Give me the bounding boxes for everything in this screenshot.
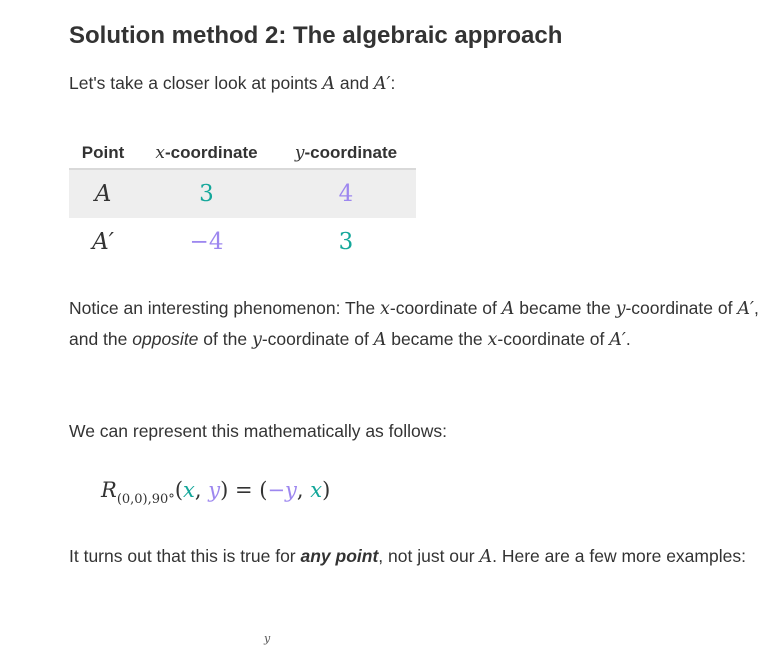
any-point-text: It turns out that this is true for — [69, 546, 301, 566]
coordinates-table — [69, 137, 416, 266]
point-a: A — [322, 74, 335, 94]
header-suffix: -coordinate — [304, 142, 398, 162]
notice-text: became the — [386, 329, 488, 349]
header-suffix: -coordinate — [165, 142, 258, 162]
represent-paragraph: We can represent this mathematically as follows: — [69, 421, 448, 441]
point-a-prime: A′ — [373, 74, 391, 94]
notice-text: . — [625, 329, 631, 349]
emphasis-any-point: any point — [300, 546, 379, 566]
point-a-prime: A′ — [737, 299, 754, 319]
cell-y: 3 — [338, 229, 354, 255]
notice-text: of the — [198, 329, 252, 349]
graph-y-axis-label: y — [264, 632, 271, 645]
formula-x: x — [310, 478, 323, 502]
y-variable: y — [615, 299, 626, 319]
table-row — [69, 218, 416, 266]
notice-text: became the — [514, 298, 616, 318]
paren: ) — [322, 478, 331, 502]
intro-text: and — [334, 73, 374, 93]
x-variable: x — [155, 142, 166, 163]
rotation-subscript: (0,0),90° — [116, 492, 175, 507]
any-point-text: , not just our — [378, 546, 480, 566]
cell-point: A — [69, 169, 137, 218]
header-y-coordinate — [276, 137, 416, 169]
comma: , — [296, 478, 311, 502]
emphasis-opposite: opposite — [132, 329, 199, 349]
cell-x: 3 — [137, 169, 276, 218]
point-a-prime: A′ — [609, 330, 626, 350]
formula-neg-y: −y — [267, 478, 297, 502]
paren: ( — [174, 478, 184, 502]
comma: , — [194, 478, 209, 502]
intro-paragraph — [69, 68, 395, 99]
notice-paragraph — [69, 293, 759, 355]
point-a: A — [373, 330, 387, 350]
formula-x: x — [183, 478, 195, 502]
intro-text: : — [390, 73, 396, 93]
rotation-formula — [101, 478, 331, 507]
point-a: A — [479, 547, 493, 567]
rotation-symbol: R — [101, 478, 117, 502]
y-variable: y — [294, 142, 305, 163]
notice-text: Notice an interesting phenomenon: The — [69, 298, 380, 318]
header-point: Point — [69, 137, 137, 169]
section-heading: Solution method 2: The algebraic approach — [69, 22, 563, 49]
notice-text: -coordinate of — [261, 329, 374, 349]
cell-x: −4 — [189, 229, 224, 255]
table-header-row — [69, 137, 416, 169]
equals: ) = ( — [220, 478, 268, 502]
any-point-paragraph — [69, 541, 759, 572]
x-variable: x — [487, 330, 498, 350]
any-point-text: . Here are a few more examples: — [492, 546, 746, 566]
notice-text: , and the — [69, 298, 759, 349]
notice-text: -coordinate of — [389, 298, 502, 318]
point-a: A — [501, 299, 515, 319]
notice-text: -coordinate of — [625, 298, 738, 318]
intro-text: Let's take a closer look at points — [69, 73, 323, 93]
table-row — [69, 169, 416, 218]
cell-y: 4 — [276, 169, 416, 218]
y-variable: y — [251, 330, 262, 350]
x-variable: x — [380, 299, 390, 319]
notice-text: -coordinate of — [497, 329, 610, 349]
cell-point: A′ — [92, 229, 114, 255]
formula-y: y — [208, 478, 221, 502]
header-x-coordinate — [137, 137, 276, 169]
